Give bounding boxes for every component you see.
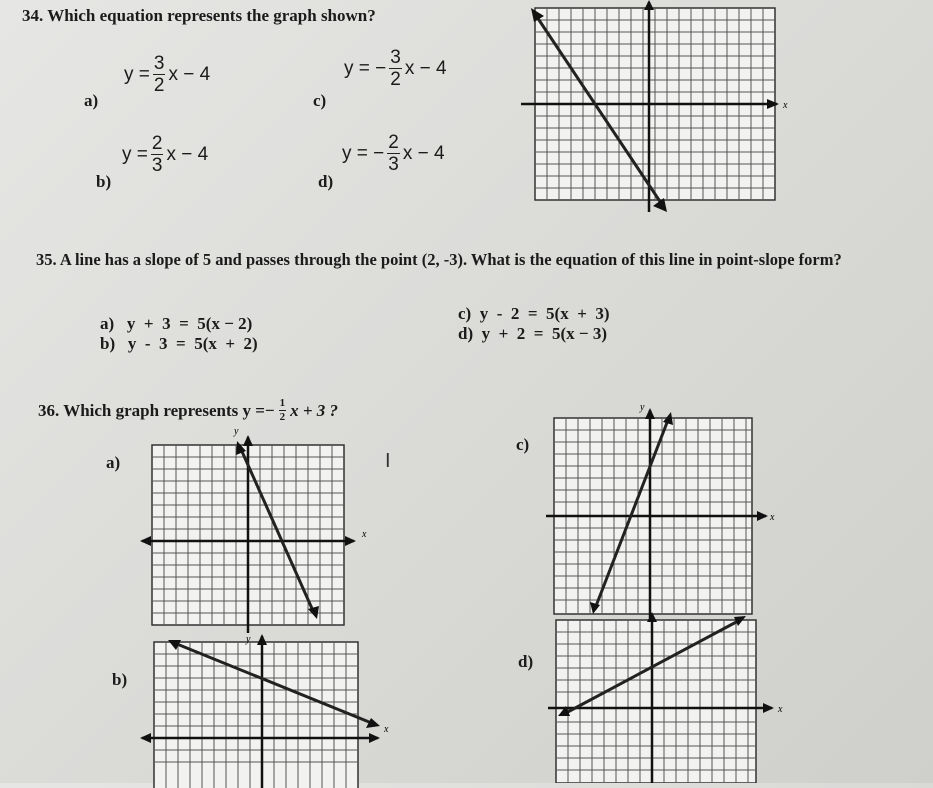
q34-option-d-equation: y = − $\frac{2}{3}$ x − 4 [342, 132, 445, 175]
q34-option-a-equation: y = $\frac{3}{2}$ x − 4 [124, 53, 211, 96]
q34-graph [515, 0, 795, 215]
q35-option-b: b) y - 3 = 5(x + 2) [100, 334, 258, 353]
q36-graph-c [540, 400, 780, 620]
q34-prompt: 34. Which equation represents the graph shown? [22, 6, 376, 25]
q36-graph-c-svg [540, 400, 780, 620]
q34-option-c-label: c) [313, 91, 327, 110]
q34-option-c-equation: y = − $\frac{3}{2}$ x − 4 [344, 47, 447, 90]
q36-graph-a-x-label: x [362, 529, 367, 540]
q36-graph-a-y-label: y [234, 426, 239, 437]
q36-graph-c-x-label: x [770, 512, 775, 523]
q35-prompt: 35. A line has a slope of 5 and passes through the point (2, -3). What is the equation of this line in point-slope form? [36, 250, 842, 269]
q36-graph-b-y-label: y [246, 634, 251, 645]
text-cursor-icon: I [385, 450, 391, 472]
q34-graph-svg [515, 0, 795, 215]
q35-option-a: a) y + 3 = 5(x − 2) [100, 314, 253, 333]
q36-prompt: 36. Which graph represents y =− $\frac{1}{2}$ x + 3 ? [38, 397, 339, 423]
q35-option-d: d) y + 2 = 5(x − 3) [458, 324, 607, 343]
q36-graph-b [138, 628, 398, 788]
q36-option-a-label: a) [106, 453, 121, 472]
q34-option-d-label: d) [318, 172, 334, 191]
q36-graph-d-x-label: x [778, 704, 783, 715]
q36-graph-d-svg [544, 612, 794, 783]
q36-graph-a-svg [138, 425, 378, 635]
q36-option-d-label: d) [518, 652, 534, 671]
q34-x-axis-label: x [783, 100, 788, 111]
q36-option-b-label: b) [112, 670, 128, 689]
q36-graph-b-svg [138, 628, 398, 788]
q36-graph-a [138, 425, 378, 635]
q35-option-c: c) y - 2 = 5(x + 3) [458, 304, 610, 323]
q36-option-c-label: c) [516, 435, 530, 454]
q34-option-b-label: b) [96, 172, 112, 191]
q36-graph-d [544, 612, 794, 783]
q34-option-b-equation: y = $\frac{2}{3}$ x − 4 [122, 133, 209, 176]
q34-option-a-label: a) [84, 91, 99, 110]
q36-graph-b-x-label: x [384, 724, 389, 735]
q34-y-axis-arrow [644, 0, 654, 10]
q36-graph-c-y-label: y [640, 402, 645, 413]
